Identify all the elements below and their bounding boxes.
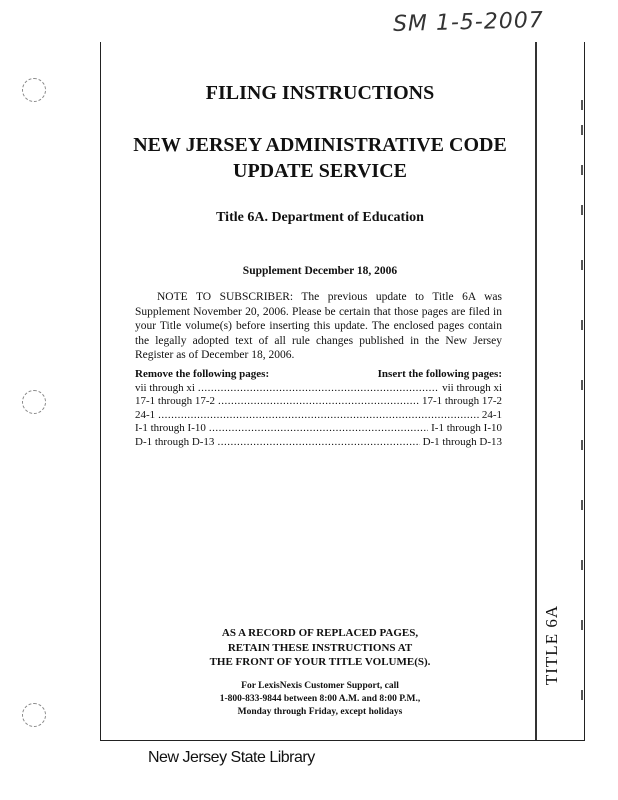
remove-pages: 17-1 through 17-2 bbox=[135, 395, 216, 407]
punch-hole-bottom bbox=[22, 703, 46, 727]
insert-pages: D-1 through D-13 bbox=[422, 435, 502, 448]
subscriber-note: NOTE TO SUBSCRIBER: The previous update to Title 6A was Supplement November 20, 2006. Please be certain that those pages are filed in your Title volume(s) before inserting this update. The enclosed pages contain the legally adopted text of all rule changes published in the New Jersey Register as of December 18, 2006. bbox=[135, 291, 502, 361]
replacement-table-header bbox=[135, 368, 502, 382]
insert-pages: vii through xi bbox=[442, 381, 502, 394]
remove-pages: D-1 through D-13 bbox=[135, 435, 215, 448]
leader-dots bbox=[198, 382, 439, 396]
support-line-3: Monday through Friday, except holidays bbox=[237, 707, 403, 717]
remove-pages: 24-1 bbox=[135, 408, 156, 421]
handwritten-date-note: SM 1-5-2007 bbox=[392, 8, 545, 37]
table-row bbox=[135, 409, 502, 423]
support-line-2: 1-800-833-9844 between 8:00 A.M. and 8:00 P.M., bbox=[219, 694, 421, 704]
replacement-table bbox=[135, 368, 502, 449]
record-line-1: AS A RECORD OF REPLACED PAGES, bbox=[221, 627, 419, 639]
spine-title-label: TITLE 6A bbox=[542, 604, 561, 686]
punch-hole-top bbox=[22, 78, 46, 102]
insert-header: Insert the following pages: bbox=[377, 368, 502, 380]
record-line-2: RETAIN THESE INSTRUCTIONS AT bbox=[227, 641, 413, 654]
customer-support-info bbox=[105, 680, 535, 719]
insert-pages: I-1 through I-10 bbox=[431, 422, 502, 434]
insert-pages: 24-1 bbox=[481, 408, 502, 421]
support-line-1: For LexisNexis Customer Support, call bbox=[241, 681, 399, 691]
remove-header: Remove the following pages: bbox=[135, 368, 270, 380]
document-title: FILING INSTRUCTIONS bbox=[205, 82, 435, 104]
remove-pages: vii through xi bbox=[135, 381, 195, 394]
supplement-date: Supplement December 18, 2006 bbox=[242, 265, 398, 277]
insert-pages: 17-1 through 17-2 bbox=[421, 395, 502, 407]
leader-dots bbox=[218, 395, 419, 409]
tab-divider-line bbox=[535, 42, 537, 740]
code-title-line-1: NEW JERSEY ADMINISTRATIVE CODE bbox=[133, 134, 507, 156]
title-subject: Title 6A. Department of Education bbox=[216, 210, 424, 225]
punch-hole-middle bbox=[22, 390, 46, 414]
table-row bbox=[135, 382, 502, 396]
code-title bbox=[105, 132, 535, 184]
table-row bbox=[135, 395, 502, 409]
leader-dots bbox=[217, 436, 419, 450]
leader-dots bbox=[209, 422, 428, 436]
table-row bbox=[135, 436, 502, 450]
table-row bbox=[135, 422, 502, 436]
remove-pages: I-1 through I-10 bbox=[135, 422, 206, 434]
leader-dots bbox=[158, 409, 479, 423]
code-title-line-2: UPDATE SERVICE bbox=[233, 160, 407, 182]
library-stamp: New Jersey State Library bbox=[148, 749, 315, 766]
record-instruction bbox=[105, 626, 535, 670]
record-line-3: THE FRONT OF YOUR TITLE VOLUME(S). bbox=[209, 656, 431, 668]
